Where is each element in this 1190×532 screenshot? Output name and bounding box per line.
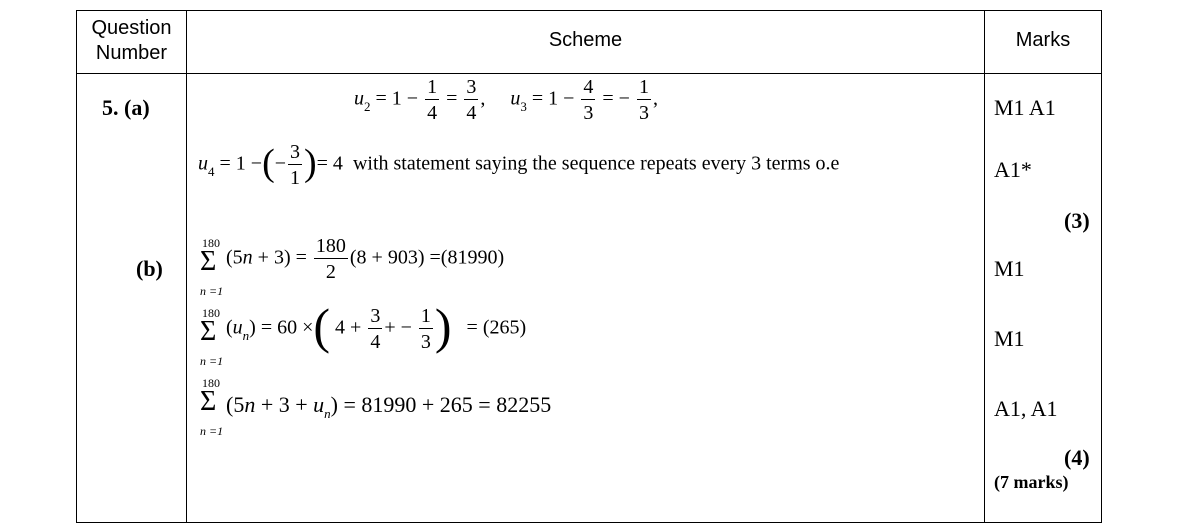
part-b-line3-result: = 81990 + 265 = 82255: [343, 392, 552, 417]
part-a-line1: $u_2 = 1$ − $\frac{1}{4}$ = $\frac{3}{4}$ , $u_3 = 1$ − $\frac{4}{3}$ = − $\frac{1}{3}$ ,: [354, 76, 658, 124]
part-b-line1-result: =(81990): [429, 246, 505, 269]
sigma-icon: Σ: [200, 246, 217, 277]
sum1-upper: 180: [202, 236, 220, 250]
part-a-line2-text: with statement saying the sequence repeats every 3 terms o.e: [352, 152, 840, 175]
part-a-line2-marks: A1*: [994, 157, 1032, 182]
part-a-subtotal: (3): [1064, 208, 1090, 233]
column-divider-2: [984, 10, 985, 523]
table-border-right: [1101, 10, 1102, 523]
scheme-header: Scheme: [548, 29, 623, 51]
part-b-label: (b): [136, 256, 163, 281]
part-b-line2-result: = (265): [466, 316, 527, 339]
sum2-lower: n =1: [200, 354, 224, 368]
total-marks: (7 marks): [994, 472, 1069, 492]
marks-header: Marks: [1015, 29, 1071, 51]
part-b-line1-marks: M1: [994, 256, 1025, 281]
part-a-line1-marks: M1 A1: [994, 95, 1056, 120]
sigma-icon: Σ: [200, 316, 217, 347]
column-divider-1: [186, 10, 187, 523]
part-b-line1: (5n + 3) = $\frac{180}{2}$ (8 + 903) =(81990): [226, 235, 505, 283]
header-divider: [76, 73, 1102, 74]
question-number-header: [77, 16, 186, 66]
part-b-line3: $(5n + 3 + u_n) = 81990 + 265 = 82255$: [226, 392, 552, 421]
question-header-line1: Question: [91, 17, 172, 39]
table-border-left: [76, 10, 77, 523]
part-a-label: 5. (a): [102, 95, 150, 120]
sum3-lower: n =1: [200, 424, 224, 438]
sigma-icon: Σ: [200, 386, 217, 417]
table-border-top: [76, 10, 1102, 11]
question-header-line2: Number: [95, 42, 168, 64]
part-b-line2-marks: M1: [994, 326, 1025, 351]
sum2-upper: 180: [202, 306, 220, 320]
part-b-subtotal: (4): [1064, 445, 1090, 470]
part-b-line2: $(u_n) = 60$ ×( 4 + $\frac{3}{4}$ + − $\frac{1}{3}$ ) = (265): [226, 298, 527, 354]
part-b-line3-marks: A1, A1: [994, 396, 1058, 421]
sum3-upper: 180: [202, 376, 220, 390]
sum1-lower: n =1: [200, 284, 224, 298]
table-border-bottom: [76, 522, 1102, 523]
part-a-line2: $u_4 = 1$ −(− $\frac{3}{1}$ )= 4 with statement saying the sequence repeats every 3 terms o.e: [198, 141, 840, 189]
